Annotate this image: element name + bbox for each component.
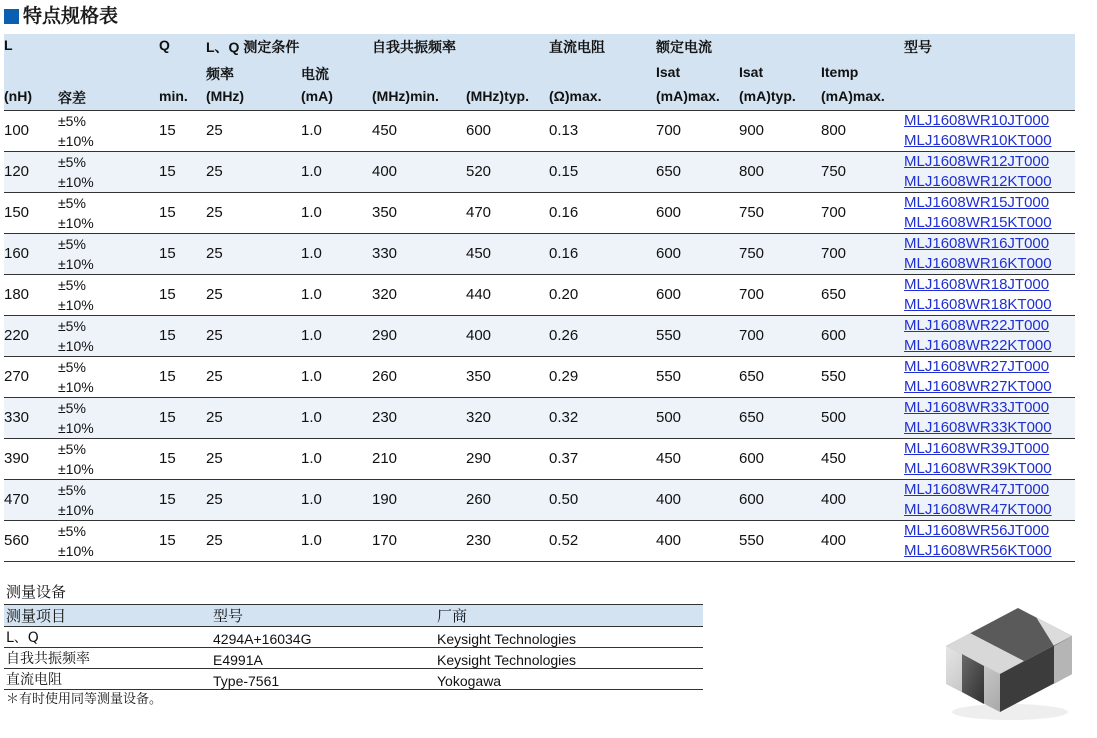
meas-col-model: 型号 [213,607,244,625]
cell-isat-max: 400 [656,491,682,508]
cell-cur: 1.0 [301,491,322,508]
cell-isat-typ: 600 [739,491,765,508]
cell-isat-max: 600 [656,204,682,221]
unit-freq: (MHz) [206,88,245,104]
cell-Q: 15 [159,327,176,344]
cell-srf-min: 170 [372,532,398,549]
meas-cell-maker: Yokogawa [437,673,502,689]
cell-L: 270 [4,368,30,385]
page-title-text: 特点规格表 [23,5,119,27]
col-part-number: 型号 [904,39,933,55]
cell-part-number [904,315,1075,356]
cell-part-number [904,233,1075,274]
meas-cell-maker: Keysight Technologies [437,652,577,668]
cell-L: 100 [4,122,30,139]
cell-tolerance [58,233,159,274]
cell-freq: 25 [206,327,223,344]
part-number-link[interactable]: MLJ1608WR22JT000 [904,316,1050,334]
measurement-table-body [4,627,703,690]
cell-L: 330 [4,409,30,426]
cell-dcr: 0.26 [549,327,579,344]
cell-isat-typ: 600 [739,450,765,467]
cell-cur: 1.0 [301,327,322,344]
cell-Q: 15 [159,450,176,467]
tolerance-value: ±10% [58,419,94,436]
part-number-link[interactable]: MLJ1608WR18KT000 [904,295,1052,313]
cell-freq: 25 [206,532,223,549]
table-row [4,151,1075,192]
tolerance-value: ±10% [58,501,94,518]
cell-dcr: 0.29 [549,368,579,385]
meas-cell-model: E4991A [213,652,263,668]
unit-srf-min: (MHz)min. [372,88,439,104]
cell-cur: 1.0 [301,409,322,426]
cell-isat-typ: 750 [739,245,765,262]
cell-srf-typ: 290 [466,450,492,467]
cell-srf-min: 350 [372,204,398,221]
tolerance-value: ±5% [58,194,86,211]
col-itemp: Itemp [821,64,859,80]
table-row [4,479,1075,520]
part-number-link[interactable]: MLJ1608WR47KT000 [904,500,1052,518]
col-lq-condition: L、Q 测定条件 [206,39,300,55]
measurement-title: 测量设备 [6,583,67,601]
cell-part-number [904,438,1075,479]
cell-itemp: 450 [821,450,847,467]
unit-q: min. [159,88,188,104]
measurement-table [4,604,703,690]
cell-tolerance [58,438,159,479]
cell-tolerance [58,479,159,520]
col-isat-max: Isat [656,64,681,80]
tolerance-value: ±10% [58,378,94,395]
cell-cur: 1.0 [301,122,322,139]
cell-srf-typ: 230 [466,532,492,549]
cell-L: 120 [4,163,30,180]
unit-dcr: (Ω)max. [549,88,602,104]
part-number-link[interactable]: MLJ1608WR56JT000 [904,521,1050,539]
cell-srf-typ: 520 [466,163,492,180]
cell-isat-typ: 650 [739,409,765,426]
cell-srf-min: 230 [372,409,398,426]
cell-isat-max: 600 [656,286,682,303]
cell-tolerance [58,356,159,397]
cell-tolerance [58,315,159,356]
cell-part-number [904,397,1075,438]
spec-table-header [4,34,1075,110]
part-number-link[interactable]: MLJ1608WR12JT000 [904,152,1050,170]
part-number-link[interactable]: MLJ1608WR33KT000 [904,418,1052,436]
col-rated-current: 额定电流 [656,39,712,55]
meas-col-item: 测量项目 [6,607,67,625]
cell-cur: 1.0 [301,532,322,549]
measurement-row [4,627,703,648]
cell-tolerance [58,110,159,151]
cell-Q: 15 [159,163,176,180]
cell-tolerance [58,520,159,561]
col-q: Q [159,37,170,53]
part-number-link[interactable]: MLJ1608WR10JT000 [904,111,1050,129]
tolerance-value: ±10% [58,214,94,231]
cell-L: 180 [4,286,30,303]
unit-l: (nH) [4,88,32,104]
cell-isat-typ: 550 [739,532,765,549]
cell-isat-max: 650 [656,163,682,180]
part-number-link[interactable]: MLJ1608WR15JT000 [904,193,1050,211]
cell-itemp: 600 [821,327,847,344]
unit-isat-typ: (mA)typ. [739,88,796,104]
cell-srf-typ: 260 [466,491,492,508]
unit-current: (mA) [301,88,333,104]
cell-isat-typ: 800 [739,163,765,180]
cell-srf-min: 260 [372,368,398,385]
cell-L: 150 [4,204,30,221]
cell-freq: 25 [206,409,223,426]
chip-inductor-image [938,600,1078,726]
meas-cell-model: 4294A+16034G [213,631,312,647]
cell-cur: 1.0 [301,286,322,303]
cell-itemp: 750 [821,163,847,180]
table-row [4,356,1075,397]
part-number-link[interactable]: MLJ1608WR15KT000 [904,213,1052,231]
cell-srf-typ: 450 [466,245,492,262]
table-row [4,438,1075,479]
cell-isat-max: 500 [656,409,682,426]
cell-part-number [904,520,1075,561]
col-tolerance: 容差 [58,90,86,106]
cell-isat-max: 550 [656,368,682,385]
cell-itemp: 700 [821,245,847,262]
col-srf: 自我共振频率 [372,39,456,55]
cell-cur: 1.0 [301,450,322,467]
part-number-link[interactable]: MLJ1608WR47JT000 [904,480,1050,498]
cell-Q: 15 [159,368,176,385]
cell-isat-max: 400 [656,532,682,549]
measurement-row [4,648,703,669]
cell-srf-min: 190 [372,491,398,508]
cell-freq: 25 [206,204,223,221]
cell-dcr: 0.13 [549,122,579,139]
cell-itemp: 500 [821,409,847,426]
cell-tolerance [58,192,159,233]
tolerance-value: ±5% [58,153,86,170]
cell-Q: 15 [159,409,176,426]
cell-cur: 1.0 [301,163,322,180]
meas-cell-item: 直流电阻 [6,672,62,688]
cell-srf-typ: 320 [466,409,492,426]
cell-srf-typ: 400 [466,327,492,344]
tolerance-value: ±5% [58,358,86,375]
cell-part-number [904,110,1075,151]
cell-part-number [904,192,1075,233]
cell-dcr: 0.20 [549,286,579,303]
spec-table-body [4,110,1075,561]
tolerance-value: ±5% [58,112,86,129]
cell-srf-typ: 470 [466,204,492,221]
part-number-link[interactable]: MLJ1608WR27KT000 [904,377,1052,395]
cell-itemp: 650 [821,286,847,303]
cell-part-number [904,274,1075,315]
table-row [4,192,1075,233]
part-number-link[interactable]: MLJ1608WR33JT000 [904,398,1050,416]
cell-dcr: 0.15 [549,163,579,180]
tolerance-value: ±5% [58,317,86,334]
cell-isat-typ: 700 [739,286,765,303]
cell-cur: 1.0 [301,368,322,385]
cell-srf-min: 400 [372,163,398,180]
cell-isat-typ: 700 [739,327,765,344]
meas-cell-item: L、Q [6,630,39,646]
cell-L: 390 [4,450,30,467]
tolerance-value: ±5% [58,235,86,252]
cell-dcr: 0.37 [549,450,579,467]
tolerance-value: ±5% [58,276,86,293]
part-number-link[interactable]: MLJ1608WR22KT000 [904,336,1052,354]
tolerance-value: ±10% [58,173,94,190]
cell-freq: 25 [206,163,223,180]
cell-freq: 25 [206,245,223,262]
unit-srf-typ: (MHz)typ. [466,88,529,104]
cell-Q: 15 [159,204,176,221]
tolerance-value: ±5% [58,481,86,498]
cell-srf-min: 450 [372,122,398,139]
cell-srf-min: 330 [372,245,398,262]
part-number-link[interactable]: MLJ1608WR16KT000 [904,254,1052,272]
part-number-link[interactable]: MLJ1608WR39KT000 [904,459,1052,477]
cell-L: 220 [4,327,30,344]
cell-dcr: 0.52 [549,532,579,549]
cell-itemp: 800 [821,122,847,139]
cell-isat-max: 700 [656,122,682,139]
cell-itemp: 550 [821,368,847,385]
cell-Q: 15 [159,286,176,303]
meas-cell-maker: Keysight Technologies [437,631,577,647]
cell-part-number [904,356,1075,397]
cell-itemp: 400 [821,532,847,549]
cell-dcr: 0.32 [549,409,579,426]
cell-L: 160 [4,245,30,262]
tolerance-value: ±5% [58,399,86,416]
square-bullet-icon [4,9,19,24]
measurement-row [4,669,703,690]
tolerance-value: ±10% [58,337,94,354]
cell-cur: 1.0 [301,245,322,262]
cell-part-number [904,479,1075,520]
tolerance-value: ±10% [58,542,94,559]
cell-srf-min: 210 [372,450,398,467]
part-number-link[interactable]: MLJ1608WR56KT000 [904,541,1052,559]
tolerance-value: ±5% [58,440,86,457]
table-row [4,315,1075,356]
cell-Q: 15 [159,532,176,549]
col-current: 电流 [301,66,329,82]
cell-isat-max: 600 [656,245,682,262]
cell-itemp: 400 [821,491,847,508]
cell-dcr: 0.50 [549,491,579,508]
cell-L: 470 [4,491,30,508]
cell-freq: 25 [206,368,223,385]
cell-cur: 1.0 [301,204,322,221]
cell-srf-typ: 600 [466,122,492,139]
cell-srf-typ: 440 [466,286,492,303]
tolerance-value: ±5% [58,522,86,539]
col-dcr: 直流电阻 [549,39,605,55]
cell-dcr: 0.16 [549,204,579,221]
cell-itemp: 700 [821,204,847,221]
tolerance-value: ±10% [58,255,94,272]
cell-isat-typ: 750 [739,204,765,221]
cell-freq: 25 [206,491,223,508]
cell-Q: 15 [159,122,176,139]
meas-cell-item: 自我共振频率 [6,651,90,667]
part-number-link[interactable]: MLJ1608WR16JT000 [904,234,1050,252]
part-number-link[interactable]: MLJ1608WR12KT000 [904,172,1052,190]
unit-isat-max: (mA)max. [656,88,720,104]
cell-Q: 15 [159,491,176,508]
cell-tolerance [58,397,159,438]
cell-srf-typ: 350 [466,368,492,385]
cell-freq: 25 [206,122,223,139]
cell-srf-min: 320 [372,286,398,303]
table-row [4,520,1075,561]
measurement-footnote: ＊有时使用同等测量设备。 [6,692,163,707]
table-row [4,110,1075,151]
tolerance-value: ±10% [58,296,94,313]
cell-isat-typ: 900 [739,122,765,139]
part-number-link[interactable]: MLJ1608WR18JT000 [904,275,1050,293]
meas-col-maker: 厂商 [437,607,468,625]
page-title [4,2,118,30]
cell-part-number [904,151,1075,192]
cell-freq: 25 [206,286,223,303]
table-row [4,397,1075,438]
cell-isat-max: 550 [656,327,682,344]
col-l: L [4,37,13,53]
cell-tolerance [58,274,159,315]
cell-Q: 15 [159,245,176,262]
tolerance-value: ±10% [58,132,94,149]
cell-srf-min: 290 [372,327,398,344]
cell-isat-typ: 650 [739,368,765,385]
part-number-link[interactable]: MLJ1608WR39JT000 [904,439,1050,457]
part-number-link[interactable]: MLJ1608WR10KT000 [904,131,1052,149]
tolerance-value: ±10% [58,460,94,477]
table-row [4,233,1075,274]
cell-tolerance [58,151,159,192]
unit-itemp: (mA)max. [821,88,885,104]
col-freq: 频率 [206,66,234,82]
meas-cell-model: Type-7561 [213,673,280,689]
cell-isat-max: 450 [656,450,682,467]
col-isat-typ: Isat [739,64,764,80]
spec-table [4,34,1075,562]
cell-dcr: 0.16 [549,245,579,262]
cell-L: 560 [4,532,30,549]
cell-freq: 25 [206,450,223,467]
table-row [4,274,1075,315]
part-number-link[interactable]: MLJ1608WR27JT000 [904,357,1050,375]
